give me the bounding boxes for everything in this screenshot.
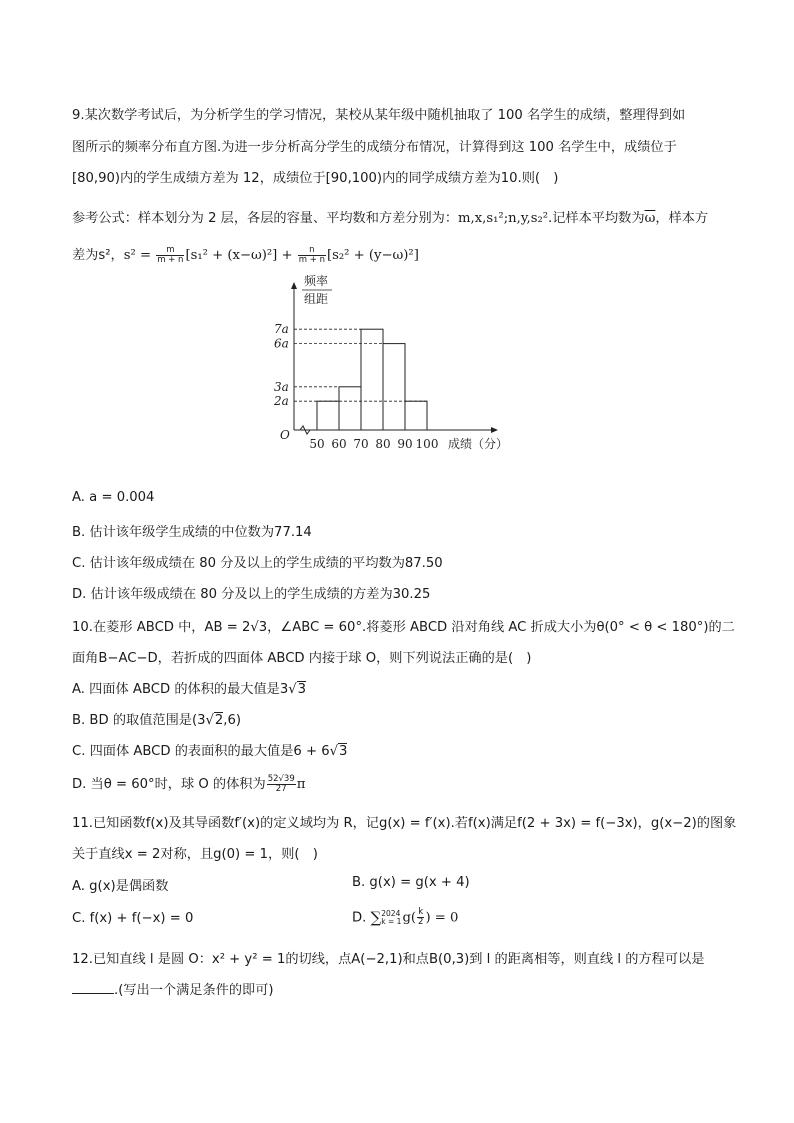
y-label-numerator: 频率 [304, 274, 329, 288]
q10-option-a-text: A. 四面体 ABCD 的体积的最大值是3 [72, 682, 289, 697]
formula-line2-prefix: 差为s²， [72, 248, 124, 263]
q10-option-c-text: C. 四面体 ABCD 的表面积的最大值是6 + 6 [72, 744, 330, 759]
q9-stem-line-1: 9.某次数学考试后，为分析学生的学习情况，某校从某年级中随机抽取了 100 名学生的成绩，整理得到如 [72, 108, 686, 123]
q10-option-b-text: B. BD 的取值范围是(3 [72, 713, 206, 728]
x-axis-label: 成绩（分） [448, 437, 509, 451]
x-tick-label: 80 [375, 437, 391, 451]
q10-stem-line-2: 面角B−AC−D，若折成的四面体 ABCD 内接于球 O，则下列说法正确的是( ) [72, 651, 532, 666]
fraction-n [298, 246, 326, 265]
formula-bracket-2: [s₂² + (y−ω)²] [326, 248, 419, 263]
q10-option-b[interactable]: B. BD 的取值范围是(3√2,6) [72, 713, 242, 728]
q10-option-a-radicand: 3 [297, 682, 307, 697]
summation-icon: ∑ [370, 908, 382, 927]
q12-stem-line-1: 12.已知直线 l 是圆 O：x² + y² = 1的切线，点A(−2,1)和点B(0,3)到 l 的距离相等，则直线 l 的方程可以是 [72, 952, 705, 967]
fraction-n-numerator: n [298, 246, 326, 256]
q11-option-d-prefix: D. [352, 910, 371, 926]
q9-option-a[interactable]: A. a = 0.004 [72, 490, 155, 505]
q10-option-d-pi: π [296, 777, 306, 792]
fraction-m [156, 246, 184, 265]
formula-lhs: s² = [123, 248, 156, 263]
answer-blank[interactable] [72, 981, 114, 994]
origin-label: O [280, 428, 290, 442]
q11-option-d[interactable] [352, 908, 458, 927]
q9-formula-line-1 [72, 207, 708, 226]
q12-stem-line-2 [72, 979, 274, 998]
x-tick-label: 70 [353, 437, 369, 451]
x-tick-label: 50 [309, 437, 325, 451]
formula-suffix: 记样本平均数为 [552, 211, 645, 226]
formula-bracket-1: [s₁² + (x−ω)²] + [185, 248, 297, 263]
histogram-bar [317, 401, 339, 430]
summation-lower: k = 1 [381, 916, 402, 926]
formula-omega: $\overline{\omega}$ [644, 211, 656, 226]
q10-option-d[interactable] [72, 773, 305, 794]
q10-stem-line-1: 10.在菱形 ABCD 中，AB = 2√3，∠ABC = 60°.将菱形 ABCD 沿对角线 AC 折成大小为θ(0° < θ < 180°)的二 [72, 620, 735, 635]
histogram-bar [339, 387, 361, 430]
q11-option-c[interactable]: C. f(x) + f(−x) = 0 [72, 911, 194, 926]
q10-option-d-denominator: 27 [275, 783, 287, 794]
q10-option-b-end: ,6) [223, 713, 242, 728]
q10-option-b-radicand: 2 [214, 713, 224, 728]
y-label-denominator: 组距 [304, 292, 329, 306]
x-tick-label: 100 [415, 437, 439, 451]
q12-stem-suffix: .(写出一个满足条件的即可) [114, 983, 274, 998]
q11-stem-line-2: 关于直线x = 2对称，且g(0) = 1，则( ) [72, 847, 318, 862]
q11-option-d-frac-den: 2 [418, 917, 424, 927]
q11-option-d-fraction [417, 908, 424, 927]
fraction-n-denominator: m + n [298, 254, 325, 265]
fraction-m-numerator: m [156, 246, 184, 256]
q9-option-d[interactable]: D. 估计该年级成绩在 80 分及以上的学生成绩的方差为30.25 [72, 587, 431, 602]
q10-option-d-text: D. 当θ = 60°时，球 O 的体积为 [72, 777, 266, 792]
frequency-histogram [270, 272, 530, 464]
histogram-bar [383, 344, 405, 430]
formula-end: ，样本方 [655, 211, 709, 226]
y-tick-label: 7a [274, 322, 289, 337]
q9-stem-line-3: [80,90)内的学生成绩方差为 12，成绩位于[90,100)内的同学成绩方差为10.则( ) [72, 171, 559, 186]
q9-stem-line-2: 图所示的频率分布直方图.为进一步分析高分学生的成绩分布情况，计算得到这 100 名学生中，成绩位于 [72, 140, 677, 155]
formula-vars: m,x,s₁²;n,y,s₂². [458, 211, 553, 226]
summation-upper: 2024 [381, 908, 401, 918]
q11-option-b[interactable]: B. g(x) = g(x + 4) [352, 875, 470, 890]
q11-option-d-end: ) = 0 [425, 910, 459, 926]
x-tick-label: 60 [331, 437, 347, 451]
q11-option-d-g: g( [402, 910, 417, 926]
histogram-bar [361, 329, 383, 430]
y-tick-label: 6a [274, 336, 289, 351]
q11-option-d-frac-num: k [418, 907, 424, 917]
y-axis-arrow-icon [291, 282, 297, 289]
x-axis-arrow-icon [491, 427, 498, 433]
q10-option-c[interactable]: C. 四面体 ABCD 的表面积的最大值是6 + 6√3 [72, 744, 348, 759]
fraction-m-denominator: m + n [157, 254, 184, 265]
histogram-bar [405, 401, 427, 430]
y-tick-label: 2a [274, 394, 289, 409]
q11-option-a[interactable]: A. g(x)是偶函数 [72, 879, 169, 894]
q10-option-d-numerator: 52√39 [267, 773, 295, 784]
y-tick-label: 3a [274, 379, 289, 394]
q9-formula-line-2 [72, 244, 419, 265]
q10-option-d-fraction [267, 775, 296, 794]
q9-option-b[interactable]: B. 估计该年级学生成绩的中位数为77.14 [72, 525, 312, 540]
summation-limits [381, 910, 401, 926]
formula-prefix: 参考公式：样本划分为 2 层，各层的容量、平均数和方差分别为： [72, 211, 459, 226]
q9-option-c[interactable]: C. 估计该年级成绩在 80 分及以上的学生成绩的平均数为87.50 [72, 556, 443, 571]
q10-option-a[interactable]: A. 四面体 ABCD 的体积的最大值是3√3 [72, 682, 307, 697]
q11-stem-line-1: 11.已知函数f(x)及其导函数f′(x)的定义域均为 R，记g(x) = f′(x).若f(x)满足f(2 + 3x) = f(−3x)，g(x−2)的图象 [72, 816, 737, 831]
x-tick-label: 90 [397, 437, 413, 451]
q10-option-c-radicand: 3 [339, 744, 348, 759]
